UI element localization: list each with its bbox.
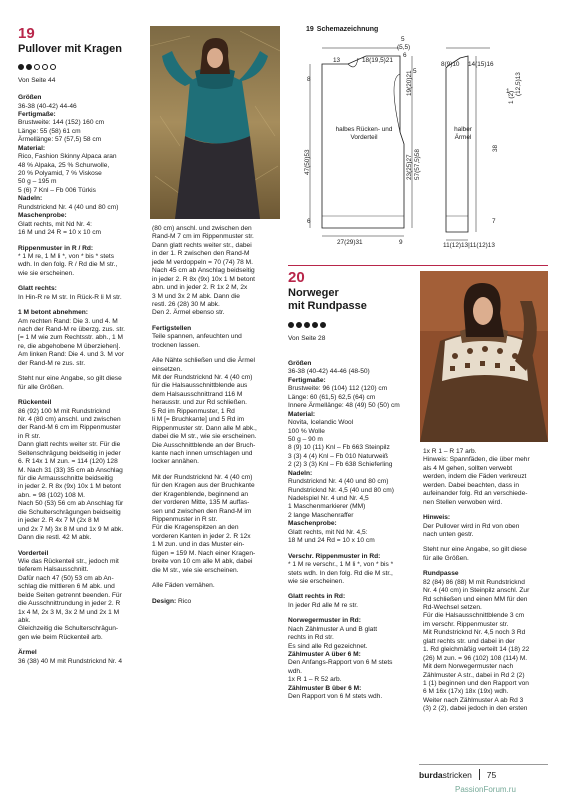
text-line: der vorderen Mitte, 135 M auffas-: [152, 499, 250, 507]
text-line: Ärmellänge: 57 (57,5) 58 cm: [18, 136, 102, 144]
text-line: 36-38 (40-42) 44-46: [18, 102, 77, 110]
text-line: herausstr. und zur Rd schließen.: [152, 399, 247, 407]
text-line: 3 (3) 4 (4) Knl – Fb 010 Naturweiß: [288, 452, 389, 460]
text-line: Brustweite: 96 (104) 112 (120) cm: [288, 385, 388, 393]
pattern-number: 19: [18, 25, 35, 42]
schema-label-s14: 14(15)16: [468, 61, 494, 68]
text-line: und 2x 7 M) 3x 8 M und 1x 9 M abk.: [18, 525, 124, 533]
text-line: Rd-Wechsel setzen.: [423, 604, 482, 611]
text-line: locker annähen.: [152, 458, 199, 466]
text-line: schlag die mittleren 6 M abk. und: [18, 583, 115, 591]
schema-label-sleeve: halber Ärmel: [454, 126, 472, 141]
difficulty-dot: [312, 322, 318, 328]
difficulty-dot: [288, 322, 294, 328]
text-line: 1. Rd gleichmäßig verteilt 14 (18) 22: [423, 646, 530, 654]
page-footer: [419, 769, 539, 781]
text-line: in jeder 2. R 4x 7 M (2x 8 M: [18, 517, 99, 525]
section-heading: Verschr. Rippenmuster in Rd:: [288, 552, 381, 560]
text-line: tieferem Halsausschnitt.: [18, 566, 89, 574]
text-line: Seitenschrägung beidseitig in jeder: [18, 449, 121, 457]
text-line: nach der Rand-M re überzg. zus. str.: [18, 326, 126, 334]
text-line: Mit der Rundstricknd Nr. 4 (40 cm): [152, 374, 253, 381]
text-line: (3) 2 (2), dabei jedoch in den ersten: [423, 705, 528, 713]
text-line: 20 % Polyamid, 7 % Viskose: [18, 170, 102, 178]
text-line: Teile spannen, anfeuchten und: [152, 333, 242, 341]
pattern-20-column: [288, 360, 418, 702]
text-line: Länge: 55 (58) 61 cm: [18, 127, 81, 135]
footer-divider: [419, 764, 548, 765]
text-line: Nr. 4 (80 cm) anschl. und zwischen: [18, 415, 121, 423]
section-divider: [288, 265, 548, 266]
text-line: die M str., wie sie erscheinen.: [152, 566, 239, 574]
text-line: Rippenmuster in R str.: [152, 516, 218, 523]
text-line: Weiter nach Zählmuster A ab Rd 3: [423, 696, 524, 704]
text-line: Alle Fäden vernähen.: [152, 582, 215, 590]
text-line: Innere Ärmellänge: 48 (49) 50 (50) cm: [288, 402, 400, 410]
section-heading: Rückenteil: [18, 399, 52, 407]
schema-label-s1213: (12,5)13: [515, 72, 522, 96]
text-line: Länge: 60 (61,5) 62,5 (64) cm: [288, 393, 376, 401]
text-line: Wie das Rückenteil str., jedoch mit: [18, 557, 119, 565]
pattern-title: Pullover mit Kragen: [18, 43, 122, 55]
difficulty-dot: [304, 322, 310, 328]
instructions-col3: [288, 360, 418, 702]
text-line: M. Nach 31 (33) 35 cm ab Anschlag: [18, 466, 123, 474]
text-line: * 1 M re, 1 M li *, von * bis * stets: [18, 252, 115, 260]
brand-name: burda: [419, 770, 443, 780]
text-line: in jeder 2. R 8x (9x) 10x 1 M betont: [18, 483, 121, 491]
norweger-photo: [420, 271, 548, 442]
text-line: Steht nur eine Angabe, so gilt diese: [18, 375, 122, 383]
text-line: abn. und in jeder 2. R 1x 2 M, 2x: [152, 284, 248, 292]
schema-label-6: 6: [307, 218, 311, 225]
section-heading: Maschenprobe:: [18, 212, 67, 220]
text-line: 86 (92) 100 M mit Rundstricknd: [18, 407, 110, 415]
text-line: Rundstricknd Nr. 4 (40 und 80 cm): [288, 478, 389, 486]
text-line: 50 g – 195 m: [18, 178, 57, 186]
text-line: Den 2. Ärmel ebenso str.: [152, 309, 225, 317]
text-line: werden. Dabei beachten, dass in: [423, 481, 520, 489]
schema-label-s8: 8(9)10: [441, 61, 460, 68]
text-line: fügen = 159 M. Nach einer Kragen-: [152, 549, 256, 557]
text-line: 1 M zun. und in das Muster ein-: [152, 541, 245, 549]
text-line: in R str.: [18, 432, 41, 440]
text-line: einsetzen.: [152, 365, 183, 373]
text-line: 48 % Alpaka, 25 % Schurwolle,: [18, 161, 110, 169]
section-heading: Größen: [18, 94, 42, 102]
section-heading: Design: Rico: [152, 597, 192, 605]
section-heading: Ärmel: [18, 649, 37, 657]
schema-label-s7: 7: [492, 218, 496, 225]
text-line: dem Halsausschnittrand 116 M: [152, 390, 243, 398]
pattern-20-header: [288, 270, 416, 312]
pattern-20-meta: [288, 322, 416, 343]
schema-label-top6: 6: [403, 52, 407, 59]
text-line: Zählmuster A str., dabei in Rd 2 (2): [423, 671, 525, 679]
difficulty-rating: [288, 322, 416, 328]
text-line: Gleichzeitig die Schulterschrägun-: [18, 625, 119, 633]
text-line: wie sie erscheinen.: [18, 269, 75, 277]
text-line: für alle Größen.: [423, 554, 469, 562]
text-line: 1x R 1 – R 17 arb.: [423, 448, 477, 455]
section-heading: Zählmuster B über 6 M:: [288, 684, 362, 692]
text-line: Dann glatt rechts weiter str., dabei: [152, 241, 252, 249]
text-line: (80 cm) anschl. und zwischen den: [152, 225, 252, 232]
text-line: als 4 M gehen, sollten verwebt: [423, 464, 513, 472]
text-line: 6 M 16x (17x) 18x (19x) wdh.: [423, 688, 509, 696]
difficulty-dot: [42, 64, 48, 70]
difficulty-dot: [296, 322, 302, 328]
text-line: Rand-M 7 cm im Rippenmuster str.: [152, 233, 254, 241]
text-line: Rundstricknd Nr. 4,5 (40 und 80 cm): [288, 486, 394, 494]
watermark: PassionForum.ru: [455, 785, 516, 794]
schema-label-s1: 1: [506, 88, 510, 95]
text-line: In Hin-R re M str. In Rück-R li M str.: [18, 293, 122, 301]
brand-name-suffix: stricken: [442, 770, 472, 780]
text-line: in der 1. R zwischen den Rand-M: [152, 250, 250, 258]
text-line: rechts in Rd str.: [288, 634, 334, 642]
text-line: Nach Zählmuster A und B glatt: [288, 625, 378, 633]
text-line: stets wdh. In den folg. Rd die M str.,: [288, 569, 393, 577]
page-number: 75: [486, 770, 497, 780]
text-line: Der Pullover wird in Rd von oben: [423, 522, 520, 530]
text-line: Hinweis: Spannfäden, die über mehr: [423, 456, 530, 464]
text-line: der Rand-M 6 cm im Rippenmuster: [18, 424, 121, 432]
text-line: wdh. In den folg. R / Rd die M str.,: [18, 261, 118, 269]
text-line: der Rand-M re zus. str.: [18, 359, 86, 367]
text-line: Rd schließen und einen MM für den: [423, 595, 528, 603]
section-heading: Nadeln:: [288, 469, 313, 477]
text-line: Für die Halsausschnittblende 3 cm: [423, 612, 525, 620]
difficulty-dot: [34, 64, 40, 70]
schema-label-2327: 23(25)27: [406, 154, 413, 180]
text-line: Den Anfangs-Rapport von 6 M stets: [288, 659, 393, 667]
text-line: restl. 26 (28) 30 M abk.: [152, 300, 220, 308]
text-line: li M [= Bruchkante] und 5 Rd im: [152, 416, 245, 424]
text-line: Für die Kragenspitzen an den: [152, 524, 239, 532]
text-line: vorderen Kanten in jeder 2. R 12x: [152, 532, 251, 540]
text-line: dabei die M str., wie sie erscheinen.: [152, 433, 257, 441]
text-line: nach unten gestr.: [423, 530, 474, 538]
pattern-title-line1: Norweger: [288, 287, 339, 299]
text-line: Die Ausschnittblende an der Bruch-: [152, 441, 256, 449]
schema-label-back: halbes Rücken- und Vorderteil: [335, 126, 393, 141]
instructions-col2: [152, 225, 276, 606]
pattern-20-column-2: [423, 448, 548, 714]
text-line: glatt rechts str. und dabei in der: [423, 637, 515, 645]
text-line: 5 (6) 7 Knl – Fb 006 Türkis: [18, 186, 96, 194]
schema-label-13: 13: [333, 57, 341, 64]
text-line: für die Halsausschnittblende aus: [152, 382, 248, 390]
section-heading: Größen: [288, 360, 312, 367]
schema-label-2731: 27(29)31: [337, 239, 363, 246]
pullover-photo: [150, 26, 280, 219]
schema-label-s38: 38: [492, 144, 499, 152]
text-line: für die Armausschnitte beidseitig: [18, 475, 113, 483]
text-line: wdh.: [288, 667, 302, 675]
text-line: 36 (38) 40 M mit Rundstricknd Nr. 4: [18, 657, 123, 665]
text-line: 8 (9) 10 (11) Knl – Fb 663 Steinpilz: [288, 444, 390, 452]
text-line: 50 g – 90 m: [288, 435, 323, 443]
from-page: Von Seite 28: [288, 335, 326, 342]
text-line: abn. = 98 (102) 108 M.: [18, 491, 85, 499]
schema-label-47: 47(50)53: [304, 149, 311, 175]
text-line: [= 1 M wie zum Rechtsstr. abh., 1 M: [18, 334, 123, 342]
text-line: Am rechten Rand: Die 3. und 4. M: [18, 317, 118, 325]
section-heading: Hinweis:: [423, 514, 451, 522]
text-line: 2 (2) 3 (3) Knl – Fb 638 Schieferling: [288, 461, 393, 469]
section-heading: Rundpasse: [423, 570, 459, 578]
section-heading: Rippenmuster in R / Rd:: [18, 244, 94, 252]
text-line: trocknen lassen.: [152, 341, 201, 349]
text-line: Brustweite: 144 (152) 160 cm: [18, 119, 105, 127]
text-line: 2 lange Maschenraffer: [288, 511, 354, 519]
text-line: Am linken Rand: Die 4. und 3. M vor: [18, 351, 124, 359]
text-line: 100 % Wolle: [288, 427, 325, 435]
schema-label-18: 18(19,5)21: [362, 57, 393, 64]
text-line: Dann die restl. 42 M abk.: [18, 534, 92, 542]
schema-label-top5: 5: [401, 36, 405, 43]
schema-label-sb: 11(12)13|11(12)13: [443, 242, 495, 249]
text-line: Rico, Fashion Skinny Alpaca aran: [18, 153, 117, 161]
text-line: sen und zwischen den Rand-M im: [152, 507, 252, 515]
text-line: 1 (1) beginnen und den Rapport von: [423, 679, 529, 687]
section-heading: Fertigstellen: [152, 324, 192, 332]
text-line: 5 Rd im Rippenmuster, 1 Rd: [152, 407, 235, 415]
text-line: Dafür nach 47 (50) 53 cm ab An-: [18, 574, 114, 582]
text-line: Nr. 4 (40 cm) in Steinpilz anschl. Zur: [423, 587, 530, 595]
text-line: für alle Größen.: [18, 383, 64, 391]
text-line: aufeinander folg. Rd an verschiede-: [423, 490, 528, 498]
text-line: Nach 50 (53) 56 cm ab Anschlag für: [18, 500, 124, 508]
text-line: beide Seiten getrennt beenden. Für: [18, 591, 122, 599]
text-line: Rundstricknd Nr. 4 (40 und 80 cm): [18, 203, 119, 211]
text-line: Glatt rechts, mit Nd Nr. 4,5:: [288, 528, 368, 536]
text-line: * 1 M re verschr., 1 M li *, von * bis *: [288, 561, 394, 569]
text-line: Rippenmuster str. Dann alle M abk.,: [152, 424, 257, 432]
text-line: nen Stellen verwoben wird.: [423, 498, 503, 506]
text-line: (26) M zun. = 96 (102) 108 (114) M.: [423, 654, 528, 662]
text-line: re, die abgehobene M überziehen].: [18, 342, 121, 350]
difficulty-dot: [320, 322, 326, 328]
text-line: Novita, Icelandic Wool: [288, 419, 354, 427]
text-line: 3 M und 3x 2 M abk. Dann die: [152, 292, 240, 300]
text-line: gen wie beim Rückenteil arb.: [18, 633, 103, 641]
section-heading: Nadeln:: [18, 195, 43, 203]
from-page: Von Seite 44: [18, 76, 56, 84]
pattern-number: 20: [288, 269, 305, 286]
text-line: Mit der Rundstricknd Nr. 4 (40 cm): [152, 473, 253, 481]
pattern-title-line2: mit Rundpasse: [288, 299, 367, 312]
text-line: breite von 10 cm alle M abk, dabei: [152, 558, 253, 566]
text-line: jede M verdoppeln = 70 (74) 78 M.: [152, 258, 253, 266]
pattern-19-column-2: [152, 225, 276, 606]
text-line: Mit dem Norwegermuster nach: [423, 663, 514, 671]
text-line: 16 M und 24 R = 10 x 10 cm: [18, 229, 102, 237]
section-heading: Vorderteil: [18, 549, 49, 557]
schematic-drawing: [300, 36, 550, 258]
text-line: werden, indem die Fäden verkreuzt: [423, 473, 527, 481]
text-line: die Ausschnittrundung in jeder 2. R: [18, 600, 121, 608]
text-line: wie sie erscheinen.: [288, 577, 345, 585]
text-line: im verschr. Rippenmuster str.: [423, 620, 509, 628]
difficulty-dot: [18, 64, 24, 70]
text-line: Dann glatt rechts weiter str. Für die: [18, 441, 121, 449]
text-line: der Kragenblende, beginnend an: [152, 490, 249, 498]
section-heading: Fertigmaße:: [18, 110, 56, 118]
text-line: abk.: [18, 617, 31, 625]
text-line: 18 M und 24 Rd = 10 x 10 cm: [288, 537, 375, 545]
section-heading: 1 M betont abnehmen:: [18, 309, 88, 317]
text-line: 6. R 14x 1 M zun. = 114 (120) 128: [18, 458, 118, 466]
section-heading: Norwegermuster in Rd:: [288, 617, 361, 625]
difficulty-rating: [18, 64, 140, 70]
section-heading: Glatt rechts in Rd:: [288, 593, 346, 601]
instructions-col1: [18, 94, 140, 666]
schema-label-57: 57(57,5)58: [414, 149, 421, 180]
text-line: 1 Maschenmarkierer (MM): [288, 503, 366, 511]
difficulty-dot: [26, 64, 32, 70]
text-line: Glatt rechts, mit Nd Nr. 4:: [18, 220, 93, 228]
text-line: 36-38 (40-42) 44-46 (48-50): [288, 368, 370, 376]
text-line: für den Kragen aus der Bruchkante: [152, 482, 255, 490]
text-line: 1x 4 M, 2x 3 M, 3x 2 M und 2x 1 M: [18, 608, 120, 616]
text-line: Alle Nähte schließen und die Ärmel: [152, 357, 255, 365]
schema-label-8: 8: [307, 76, 311, 83]
text-line: in jeder 2. R 8x (9x) 10x 1 M betont: [152, 275, 255, 283]
pattern-19-column: [18, 26, 140, 666]
text-line: Es sind alle Rd gezeichnet.: [288, 642, 368, 650]
section-heading: Material:: [288, 410, 316, 418]
schema-label-top55: (5,5): [397, 44, 411, 51]
schema-title: 19 Schemazeichnung: [306, 26, 379, 33]
text-line: die Schulterschrägungen beidseitig: [18, 508, 121, 516]
text-line: Nadelspiel Nr. 4 und Nr. 4,5: [288, 495, 369, 502]
section-heading: Zählmuster A über 6 M:: [288, 651, 361, 658]
section-heading: Maschenprobe:: [288, 520, 337, 528]
text-line: Mit Rundstricknd Nr. 4,5 noch 3 Rd: [423, 629, 526, 637]
section-heading: Material:: [18, 144, 46, 152]
text-line: kante nach innen umschlagen und: [152, 449, 253, 457]
text-line: Steht nur eine Angabe, so gilt diese: [423, 546, 527, 554]
instructions-col4: [423, 448, 548, 714]
text-line: Nach 45 cm ab Anschlag beidseitig: [152, 267, 255, 275]
difficulty-dot: [50, 64, 56, 70]
text-line: In jeder Rd alle M re str.: [288, 601, 358, 609]
text-line: 82 (84) 86 (88) M mit Rundstricknd: [423, 578, 525, 586]
section-heading: Fertigmaße:: [288, 376, 326, 384]
schema-label-s12: 1 (2): [508, 90, 515, 104]
section-heading: Glatt rechts:: [18, 285, 57, 293]
schema-label-5b: 5: [413, 68, 417, 75]
text-line: Den Rapport von 6 M stets wdh.: [288, 693, 383, 701]
text-line: 1x R 1 – R 52 arb.: [288, 676, 342, 684]
schema-label-9: 9: [399, 239, 403, 246]
schema-label-1921: 19(20)21: [406, 70, 413, 96]
